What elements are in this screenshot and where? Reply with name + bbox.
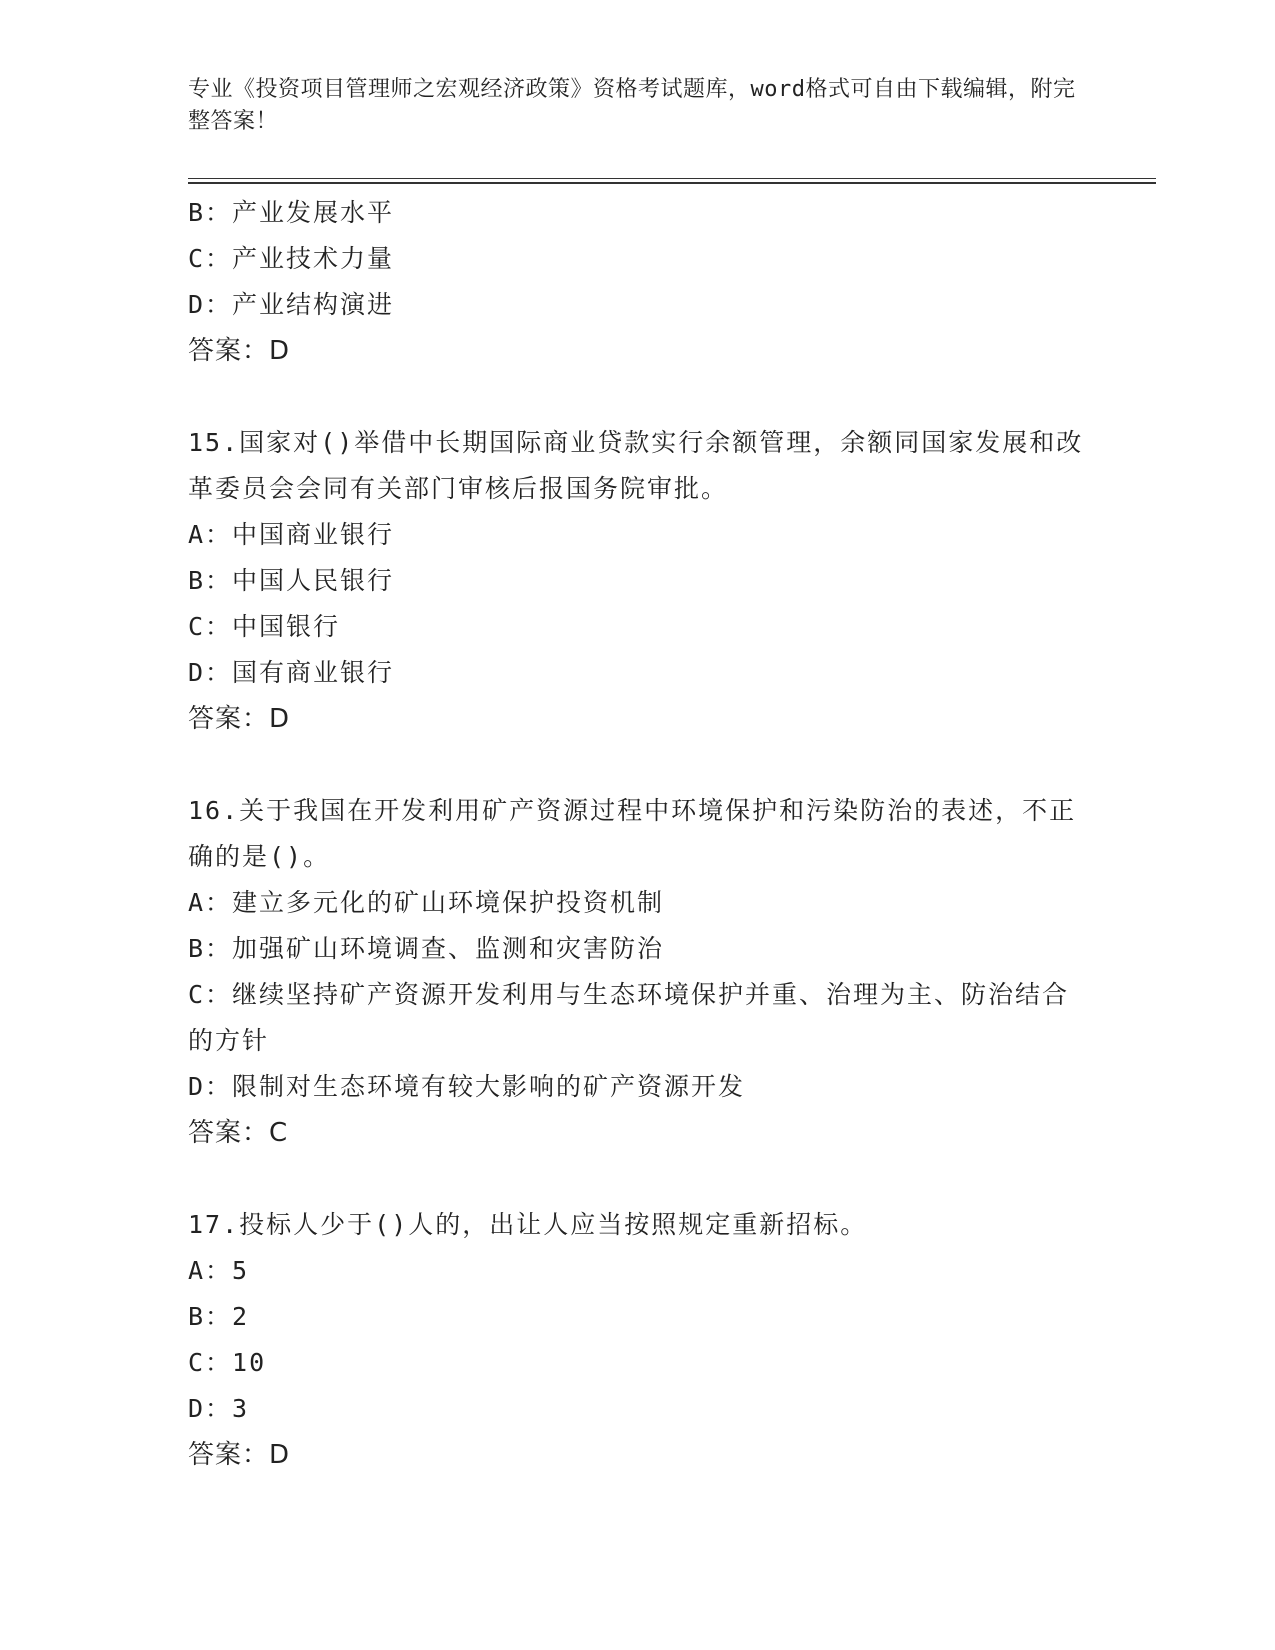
option-d: D：限制对生态环境有较大影响的矿产资源开发	[188, 1072, 746, 1101]
answer-line: 答案：D	[188, 704, 291, 734]
question-17	[188, 1202, 1088, 1478]
header-divider-thick	[188, 182, 1156, 184]
option-c: C：10	[188, 1348, 267, 1377]
option-b: B：中国人民银行	[188, 566, 395, 595]
option-a: A：建立多元化的矿山环境保护投资机制	[188, 888, 665, 917]
option-d: D：3	[188, 1394, 250, 1423]
option-b: B：2	[188, 1302, 250, 1331]
option-a: A：5	[188, 1256, 250, 1285]
option-c: C：继续坚持矿产资源开发利用与生态环境保护并重、治理为主、防治结合的方针	[188, 980, 1070, 1055]
option-c: C：产业技术力量	[188, 244, 395, 273]
option-c: C：中国银行	[188, 612, 341, 641]
option-d: D：国有商业银行	[188, 658, 395, 687]
question-stem: 17.投标人少于()人的，出让人应当按照规定重新招标。	[188, 1210, 868, 1239]
option-d: D：产业结构演进	[188, 290, 395, 319]
question-content	[188, 190, 1088, 1478]
question-stem: 16.关于我国在开发利用矿产资源过程中环境保护和污染防治的表述，不正确的是()。	[188, 796, 1077, 871]
question-stem: 15.国家对()举借中长期国际商业贷款实行余额管理，余额同国家发展和改革委员会会同有关部门审核后报国务院审批。	[188, 428, 1084, 503]
option-b: B：产业发展水平	[188, 198, 395, 227]
option-b: B：加强矿山环境调查、监测和灾害防治	[188, 934, 665, 963]
option-a: A：中国商业银行	[188, 520, 395, 549]
answer-line: 答案：C	[188, 1118, 289, 1148]
document-header: 专业《投资项目管理师之宏观经济政策》资格考试题库，word格式可自由下载编辑，附完整答案！	[188, 77, 1076, 134]
header-divider-thin	[188, 178, 1156, 179]
prev-question-block	[188, 190, 1088, 374]
question-15	[188, 420, 1088, 742]
answer-line: 答案：D	[188, 336, 291, 366]
answer-line: 答案：D	[188, 1440, 291, 1470]
question-16	[188, 788, 1088, 1156]
